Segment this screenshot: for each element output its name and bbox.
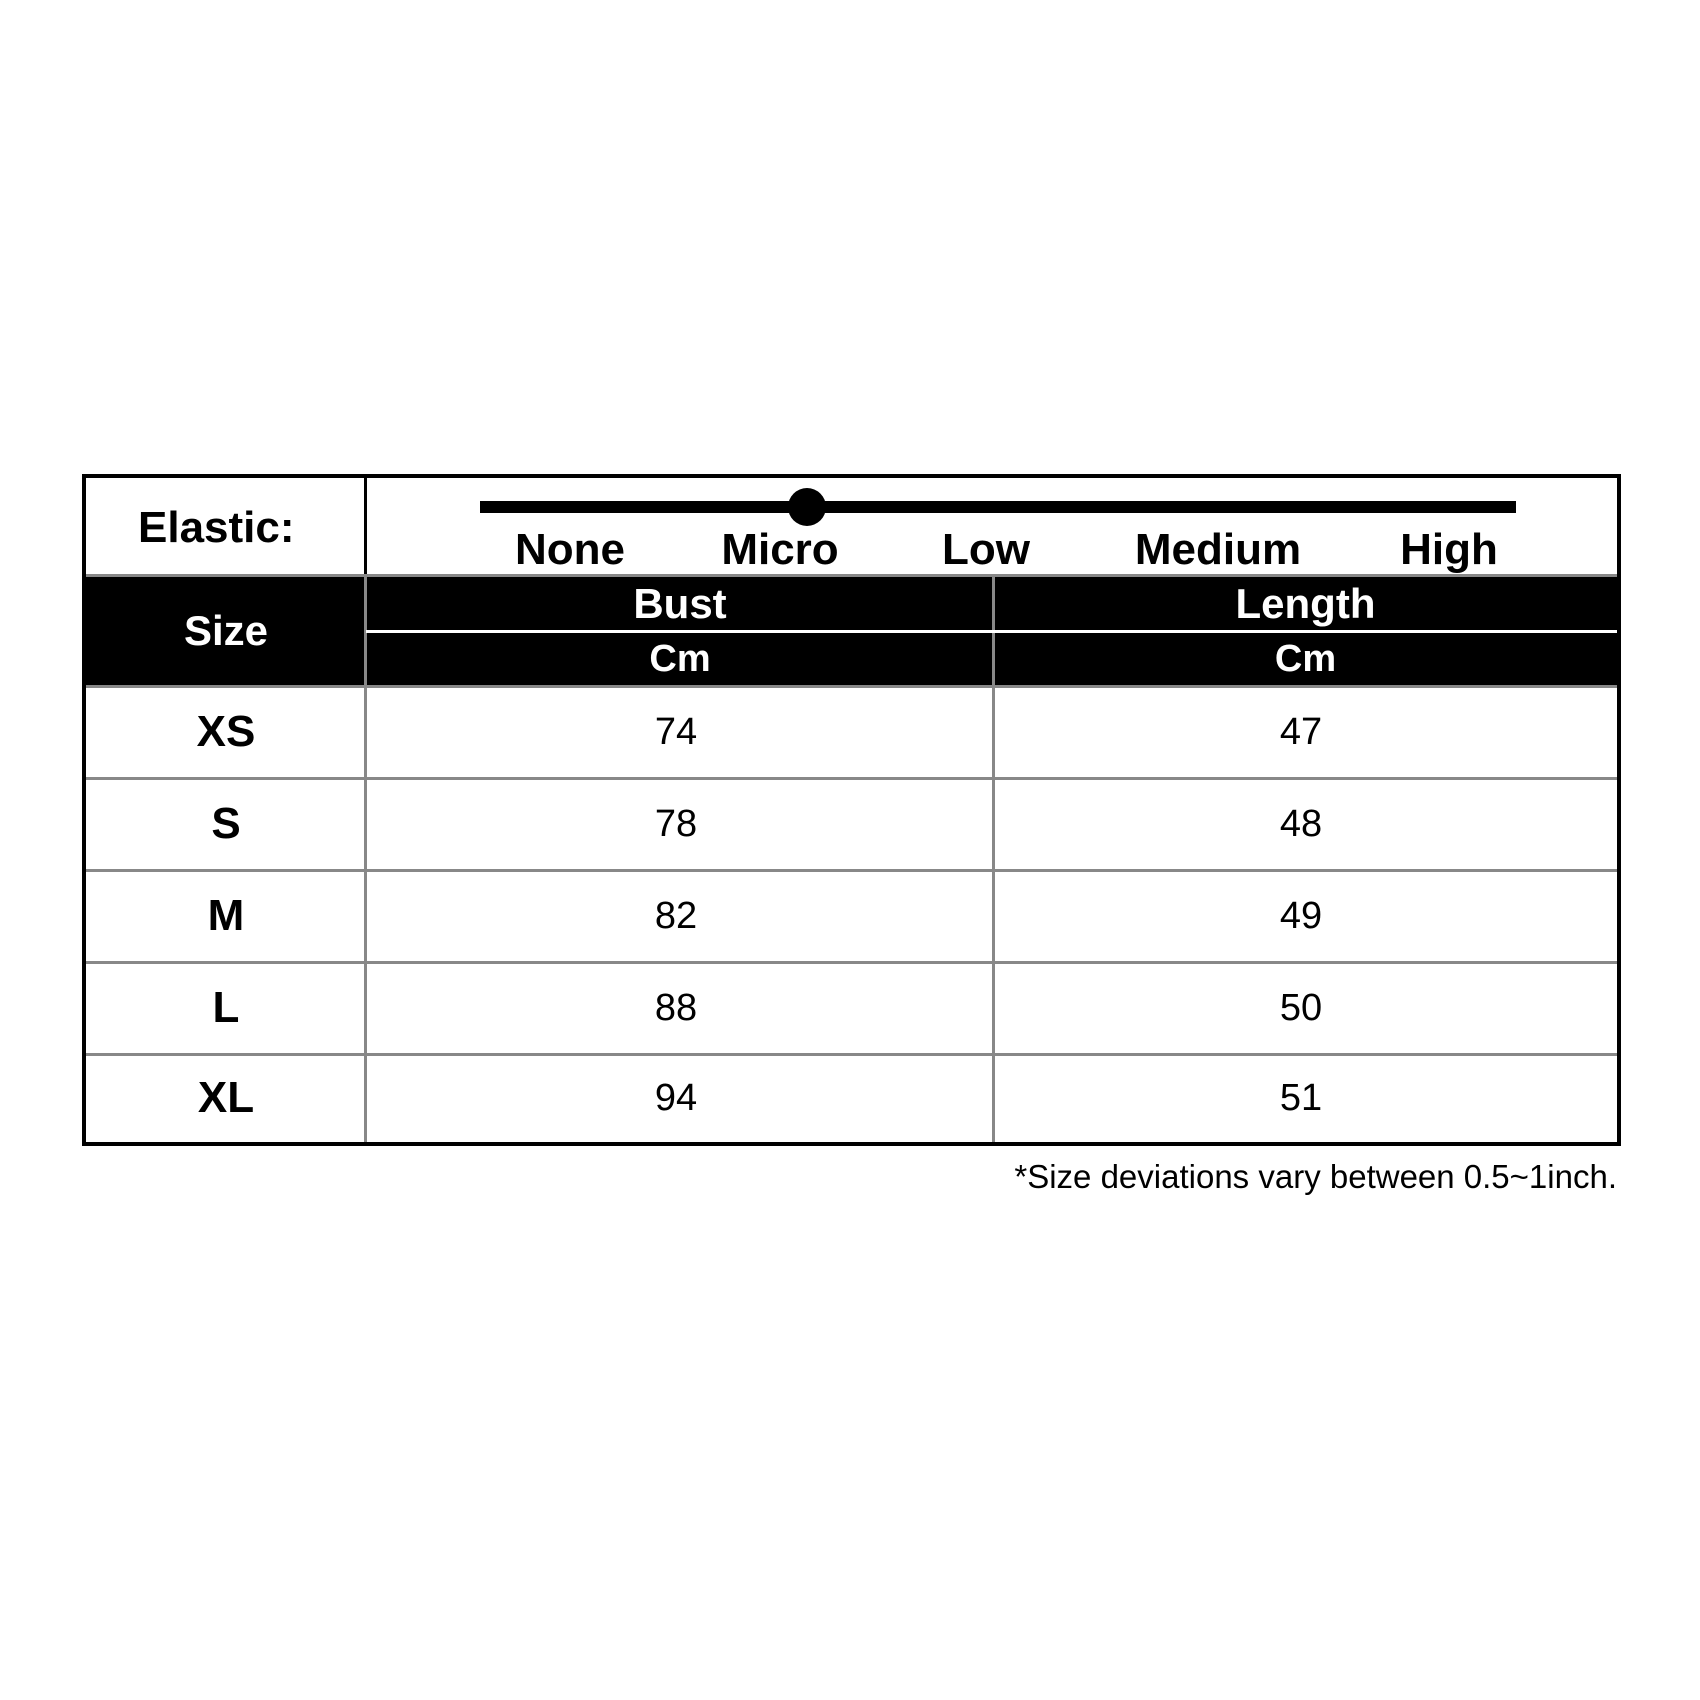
length-value: 50: [1279, 986, 1323, 1029]
bust-unit-header: Cm: [366, 633, 994, 686]
bust-value: 94: [654, 1076, 698, 1119]
length-value: 51: [1279, 1076, 1323, 1119]
elastic-level-micro: Micro: [721, 525, 839, 574]
elastic-level-none: None: [515, 525, 625, 574]
elastic-divider: [364, 478, 367, 576]
size-header: Size: [86, 576, 366, 686]
size-label: M: [207, 891, 245, 940]
elastic-level-low: Low: [942, 525, 1030, 574]
divider: [366, 630, 1617, 633]
elasticity-selected-marker: [788, 488, 826, 526]
size-label: S: [211, 799, 241, 848]
length-unit-header: Cm: [994, 633, 1617, 686]
length-value: 47: [1279, 710, 1323, 753]
size-label: L: [212, 983, 240, 1032]
size-label: XS: [196, 707, 256, 756]
size-deviation-note: *Size deviations vary between 0.5~1inch.: [1014, 1158, 1617, 1195]
size-label: XL: [197, 1073, 255, 1122]
bust-value: 78: [654, 802, 698, 845]
length-header: Length: [994, 576, 1617, 631]
bust-value: 88: [654, 986, 698, 1029]
elastic-level-medium: Medium: [1134, 525, 1302, 574]
length-value: 48: [1279, 802, 1323, 845]
bust-header: Bust: [366, 576, 994, 631]
elastic-label: Elastic:: [138, 503, 295, 552]
divider: [86, 574, 1617, 577]
bust-value: 82: [654, 894, 698, 937]
elasticity-scale-bar: [480, 501, 1516, 513]
elastic-level-high: High: [1400, 525, 1498, 574]
size-chart: [82, 474, 1621, 1146]
bust-value: 74: [654, 710, 698, 753]
length-value: 49: [1279, 894, 1323, 937]
